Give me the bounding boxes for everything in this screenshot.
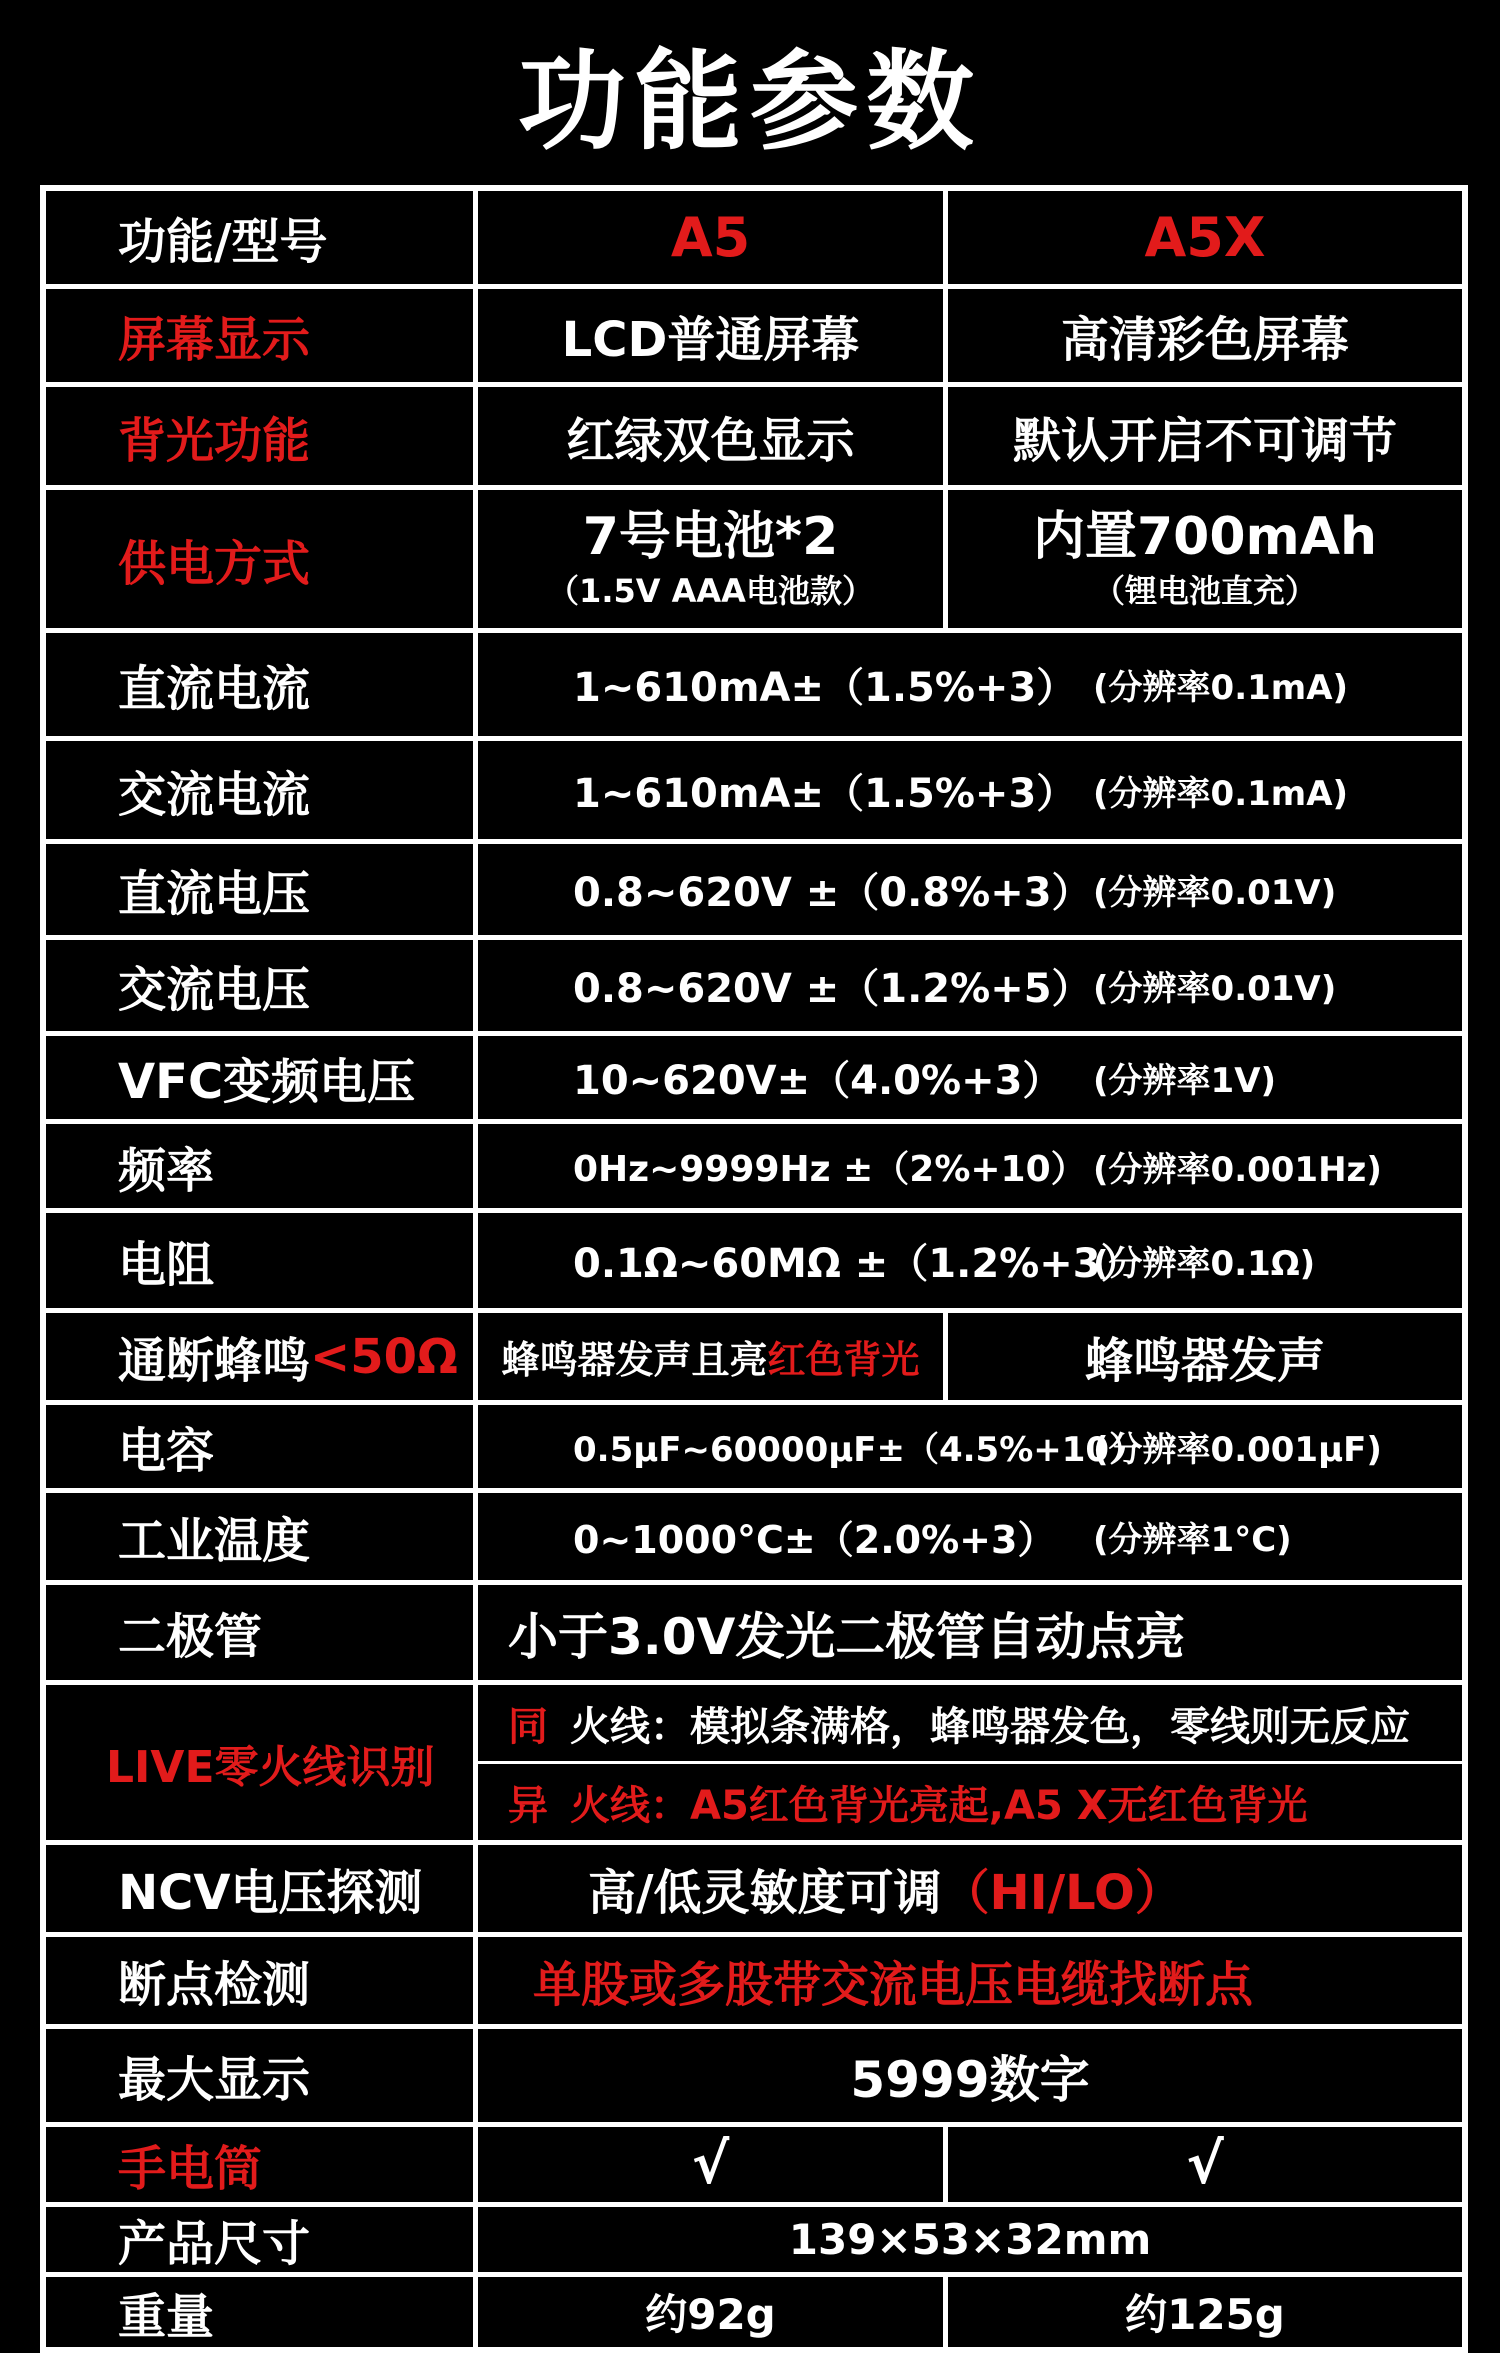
cell-a5 xyxy=(478,490,948,628)
row-label: 手电筒 xyxy=(46,2127,478,2202)
cell-merged: 139×53×32mm xyxy=(788,2215,1152,2264)
live-diff-line xyxy=(478,1764,1462,1840)
live-same-text: 火线：模拟条满格，蜂鸣器发色，零线则无反应 xyxy=(570,1703,1410,1750)
cell-merged xyxy=(478,633,1462,736)
cell-merged xyxy=(478,1685,1462,1840)
row-label: 供电方式 xyxy=(46,490,478,628)
cell-merged xyxy=(478,741,1462,839)
cell-a5x: 约125g xyxy=(1125,2290,1285,2339)
row-label: 交流电流 xyxy=(46,741,478,839)
ncv-value: 高/低灵敏度可调 xyxy=(588,1865,942,1921)
table-row-temperature xyxy=(46,1493,1462,1585)
row-label: 直流电压 xyxy=(46,844,478,935)
row-label: VFC变频电压 xyxy=(46,1036,478,1119)
table-row-backlight xyxy=(46,387,1462,490)
row-label: 重量 xyxy=(46,2277,478,2347)
check-icon: √ xyxy=(478,2127,948,2202)
table-row-capacitance xyxy=(46,1405,1462,1493)
cell-merged xyxy=(478,1036,1462,1119)
row-label: 电容 xyxy=(46,1405,478,1488)
spec-range: 1~610mA±（1.5%+3） xyxy=(573,665,1077,711)
table-row-continuity xyxy=(46,1313,1462,1405)
table-row-ac-voltage xyxy=(46,940,1462,1036)
ncv-hi-lo: （HI/LO） xyxy=(941,1865,1183,1921)
spec-resolution: (分辨率1°C) xyxy=(1093,1520,1292,1560)
row-label: 背光功能 xyxy=(46,387,478,485)
spec-resolution: (分辨率0.01V) xyxy=(1093,873,1337,913)
table-row-vfc xyxy=(46,1036,1462,1124)
cell-merged xyxy=(478,940,1462,1031)
cell-merged xyxy=(478,1845,1462,1932)
spec-resolution: (分辨率0.001μF) xyxy=(1093,1430,1382,1470)
spec-resolution: (分辨率0.1mA) xyxy=(1093,668,1349,708)
cell-merged: 小于3.0V发光二极管自动点亮 xyxy=(508,1607,1186,1666)
row-label: 工业温度 xyxy=(46,1493,478,1580)
spec-range: 10~620V±（4.0%+3） xyxy=(573,1058,1063,1104)
live-same-line xyxy=(478,1685,1462,1764)
table-row-weight xyxy=(46,2277,1462,2347)
cell-merged xyxy=(478,1213,1462,1308)
spec-range: 0.1Ω~60MΩ ±（1.2%+3） xyxy=(573,1241,1141,1287)
row-label: 直流电流 xyxy=(46,633,478,736)
live-same-tag: 同 xyxy=(508,1703,548,1750)
table-row-live xyxy=(46,1685,1462,1845)
table-row-dc-voltage xyxy=(46,844,1462,940)
spec-range: 1~610mA±（1.5%+3） xyxy=(573,770,1077,817)
row-label: 电阻 xyxy=(46,1213,478,1308)
table-row-frequency xyxy=(46,1124,1462,1213)
table-header-row xyxy=(46,191,1462,289)
power-a5x-main: 内置700mAh xyxy=(1033,507,1377,567)
table-row-diode xyxy=(46,1585,1462,1685)
cell-a5: 约92g xyxy=(478,2277,948,2347)
table-row-ncv xyxy=(46,1845,1462,1937)
cell-merged xyxy=(478,844,1462,935)
power-a5-main: 7号电池*2 xyxy=(582,507,839,567)
spec-range: 0Hz~9999Hz ±（2%+10） xyxy=(573,1148,1087,1190)
row-label: 产品尺寸 xyxy=(46,2207,478,2272)
table-row-breakpoint xyxy=(46,1937,1462,2029)
header-model-a5x: A5X xyxy=(1144,206,1266,269)
table-row-dc-current xyxy=(46,633,1462,741)
continuity-a5-text: 蜂鸣器发声且亮 xyxy=(501,1338,768,1382)
spec-range: 0.5μF~60000μF±（4.5%+10） xyxy=(573,1430,1144,1470)
power-a5-sub: （1.5V AAA电池款） xyxy=(547,572,874,610)
cell-a5: LCD普通屏幕 xyxy=(478,289,948,382)
live-diff-tag: 异 xyxy=(508,1782,548,1829)
table-row-max-display xyxy=(46,2029,1462,2127)
cell-a5: 红绿双色显示 xyxy=(478,387,948,485)
row-label: 交流电压 xyxy=(46,940,478,1031)
spec-range: 0.8~620V ±（0.8%+3） xyxy=(573,870,1092,916)
page-title: 功能参数 xyxy=(517,40,982,165)
spec-resolution: (分辨率0.1mA) xyxy=(1093,773,1349,814)
row-label: 屏幕显示 xyxy=(46,289,478,382)
table-row-size xyxy=(46,2207,1462,2277)
table-row-screen xyxy=(46,289,1462,387)
spec-range: 0~1000°C±（2.0%+3） xyxy=(573,1518,1056,1562)
cell-merged: 5999数字 xyxy=(850,2050,1090,2109)
row-label: 二极管 xyxy=(46,1585,478,1680)
cell-a5x: 高清彩色屏幕 xyxy=(1060,312,1349,368)
spec-resolution: (分辨率0.1Ω) xyxy=(1093,1244,1316,1284)
continuity-a5-red: 红色背光 xyxy=(767,1338,920,1382)
continuity-label: 通断蜂鸣 xyxy=(118,1333,311,1389)
cell-a5x: 蜂鸣器发声 xyxy=(1084,1333,1325,1389)
cell-a5x xyxy=(948,490,1462,628)
spec-resolution: (分辨率1V) xyxy=(1093,1061,1277,1101)
spec-table xyxy=(40,185,1468,2353)
power-a5x-sub: （锂电池直充） xyxy=(1092,572,1317,610)
row-label: LIVE零火线识别 xyxy=(46,1685,478,1840)
row-label: 最大显示 xyxy=(46,2029,478,2122)
header-model-a5: A5 xyxy=(478,191,948,284)
row-label: NCV电压探测 xyxy=(46,1845,478,1932)
cell-merged xyxy=(478,1124,1462,1208)
table-row-resistance xyxy=(46,1213,1462,1313)
live-diff-text: 火线：A5红色背光亮起,A5 X无红色背光 xyxy=(570,1782,1308,1829)
row-label xyxy=(46,1313,478,1400)
cell-a5 xyxy=(478,1313,948,1400)
row-label: 频率 xyxy=(46,1124,478,1208)
cell-merged: 单股或多股带交流电压电缆找断点 xyxy=(533,1957,1254,2013)
cell-merged xyxy=(478,1405,1462,1488)
spec-range: 0.8~620V ±（1.2%+5） xyxy=(573,966,1092,1012)
check-icon: √ xyxy=(1186,2132,1224,2197)
header-label: 功能/型号 xyxy=(46,191,478,284)
table-row-flashlight xyxy=(46,2127,1462,2207)
spec-resolution: (分辨率0.001Hz) xyxy=(1093,1149,1382,1190)
cell-merged xyxy=(478,1493,1462,1580)
continuity-threshold: <50Ω xyxy=(310,1328,458,1385)
table-row-power xyxy=(46,490,1462,633)
row-label: 断点检测 xyxy=(46,1937,478,2024)
table-row-ac-current xyxy=(46,741,1462,844)
spec-resolution: (分辨率0.01V) xyxy=(1093,969,1337,1009)
cell-a5x: 默认开启不可调节 xyxy=(1012,412,1397,469)
